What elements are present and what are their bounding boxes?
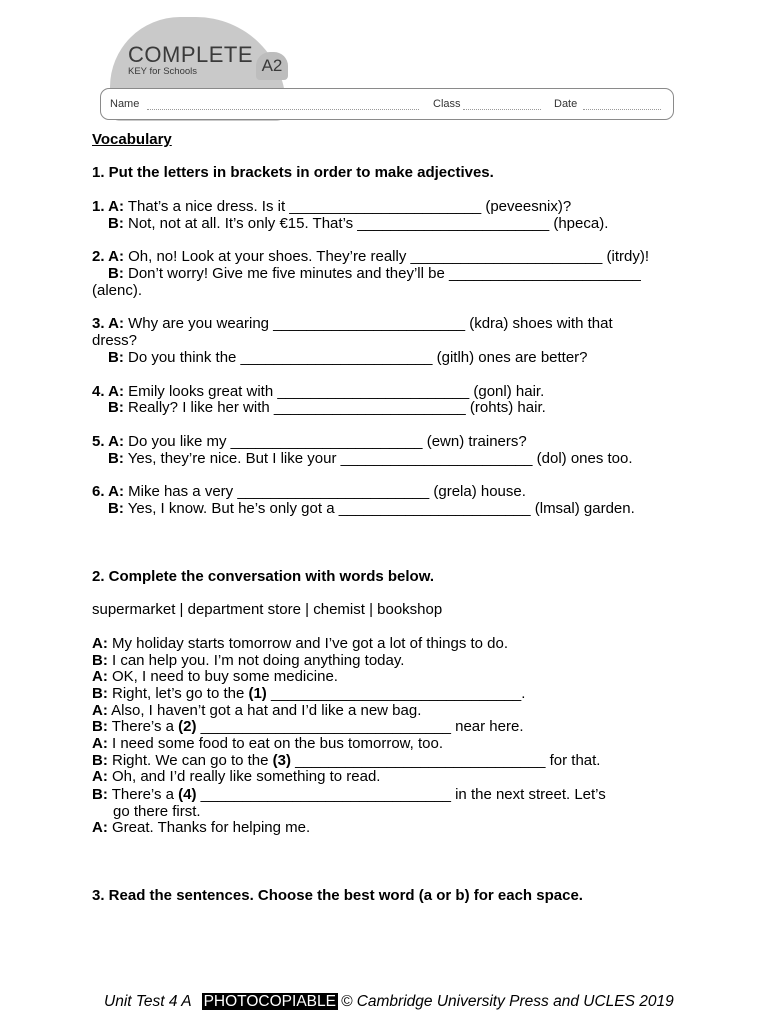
line-text: Really? I like her with _______________________ (rohts) hair.	[123, 399, 546, 416]
speaker: 5. A:	[92, 433, 124, 450]
speaker: 1. A:	[92, 198, 124, 215]
line-text: My holiday starts tomorrow and I’ve got a lot of things to do.	[107, 635, 509, 652]
gap-blank[interactable]: ______________________________.	[266, 685, 526, 702]
name-label: Name	[110, 98, 140, 110]
ex1-line	[92, 282, 142, 299]
dialogue-line	[92, 735, 443, 752]
gap-blank[interactable]: ______________________________ in the next street. Let’s	[196, 786, 606, 803]
copyright-text: © Cambridge University Press and UCLES 2019	[340, 993, 674, 1010]
gap-number: (2)	[178, 718, 197, 735]
line-text: Oh, no! Look at your shoes. They’re really _______________________ (itrdy)!	[123, 248, 650, 265]
speaker: A:	[92, 819, 108, 836]
ex1-line	[92, 248, 649, 265]
line-text: Oh, and I’d really like something to read.	[107, 768, 381, 785]
line-text: Do you think the _______________________ (gitlh) ones are better?	[123, 349, 588, 366]
speaker: B:	[92, 752, 108, 769]
ex1-line	[108, 349, 588, 366]
dialogue-line	[92, 652, 404, 669]
ex1-line	[92, 198, 571, 215]
speaker: B:	[92, 685, 108, 702]
dialogue-line	[92, 819, 310, 836]
line-text: (alenc).	[92, 282, 143, 299]
dialogue-line	[92, 668, 338, 685]
gap-blank[interactable]: ______________________________ for that.	[291, 752, 601, 769]
line-text: I can help you. I’m not doing anything today.	[107, 652, 405, 669]
section-title: Vocabulary	[92, 131, 172, 148]
date-label: Date	[554, 98, 578, 110]
ex1-line	[92, 433, 527, 450]
line-text: Yes, I know. But he’s only got a _______________________ (lmsal) garden.	[123, 500, 635, 517]
speaker: B:	[92, 786, 108, 803]
date-field[interactable]	[583, 109, 661, 110]
line-text: That’s a nice dress. Is it _______________________ (peveesnix)?	[123, 198, 572, 215]
line-text: There’s a	[107, 786, 179, 803]
footer	[104, 993, 674, 1011]
dialogue-line	[92, 635, 508, 652]
speaker: B:	[108, 215, 124, 232]
ex1-line	[108, 450, 633, 467]
dialogue-line	[92, 768, 380, 785]
speaker: B:	[92, 718, 108, 735]
unit-label: Unit Test 4 A	[104, 993, 192, 1010]
line-text: Mike has a very _______________________ (grela) house.	[123, 483, 526, 500]
exercise-1-heading: 1. Put the letters in brackets in order to make adjectives.	[92, 164, 494, 181]
ex1-line	[108, 399, 546, 416]
line-text: I need some food to eat on the bus tomorrow, too.	[107, 735, 444, 752]
speaker: B:	[108, 450, 124, 467]
line-text: Why are you wearing _______________________ (kdra) shoes with that	[123, 315, 613, 332]
dialogue-line	[113, 803, 201, 820]
line-text: There’s a	[107, 718, 179, 735]
ex1-line	[92, 483, 526, 500]
speaker: A:	[92, 768, 108, 785]
level-badge: A2	[256, 52, 288, 80]
speaker: 6. A:	[92, 483, 124, 500]
name-field[interactable]	[147, 109, 419, 110]
speaker: A:	[92, 702, 108, 719]
exercise-2-heading: 2. Complete the conversation with words below.	[92, 568, 434, 585]
speaker: 2. A:	[92, 248, 124, 265]
ex1-line	[108, 215, 608, 232]
ex1-line	[92, 315, 613, 332]
speaker: A:	[92, 668, 108, 685]
dialogue-line	[92, 752, 600, 769]
line-text: Do you like my _______________________ (ewn) trainers?	[123, 433, 527, 450]
speaker: A:	[92, 635, 108, 652]
line-text: Yes, they’re nice. But I like your _______________________ (dol) ones too.	[123, 450, 633, 467]
brand-subtitle: KEY for Schools	[128, 66, 198, 77]
speaker: B:	[108, 265, 124, 282]
line-text: go there first.	[113, 803, 201, 820]
line-text: Not, not at all. It’s only €15. That’s _______________________ (hpeca).	[123, 215, 609, 232]
student-info-box	[100, 88, 674, 120]
gap-blank[interactable]: ______________________________ near here.	[196, 718, 524, 735]
gap-number: (1)	[248, 685, 267, 702]
gap-number: (3)	[272, 752, 291, 769]
photocopiable-badge: PHOTOCOPIABLE	[203, 993, 336, 1010]
speaker: B:	[108, 500, 124, 517]
ex1-line	[108, 265, 641, 282]
ex1-line	[92, 383, 544, 400]
line-text: Don’t worry! Give me five minutes and they’ll be _______________________	[123, 265, 641, 282]
dialogue-line	[92, 685, 525, 702]
line-text: Emily looks great with _______________________ (gonl) hair.	[123, 383, 545, 400]
speaker: B:	[92, 652, 108, 669]
line-text: Also, I haven’t got a hat and I’d like a new bag.	[107, 702, 422, 719]
ex1-line	[92, 332, 137, 349]
speaker: B:	[108, 349, 124, 366]
speaker: 4. A:	[92, 383, 124, 400]
class-field[interactable]	[463, 109, 541, 110]
speaker: A:	[92, 735, 108, 752]
line-text: dress?	[92, 332, 138, 349]
speaker: 3. A:	[92, 315, 124, 332]
line-text: Right, let’s go to the	[107, 685, 249, 702]
class-label: Class	[433, 98, 461, 110]
ex1-line	[108, 500, 635, 517]
dialogue-line	[92, 718, 523, 735]
dialogue-line	[92, 702, 421, 719]
exercise-3-heading: 3. Read the sentences. Choose the best word (a or b) for each space.	[92, 887, 583, 904]
dialogue-line	[92, 786, 606, 803]
line-text: OK, I need to buy some medicine.	[107, 668, 338, 685]
line-text: Great. Thanks for helping me.	[107, 819, 311, 836]
brand-title: COMPLETE	[128, 42, 254, 67]
word-bank: supermarket | department store | chemist | bookshop	[92, 601, 443, 618]
line-text: Right. We can go to the	[107, 752, 273, 769]
gap-number: (4)	[178, 786, 197, 803]
speaker: B:	[108, 399, 124, 416]
